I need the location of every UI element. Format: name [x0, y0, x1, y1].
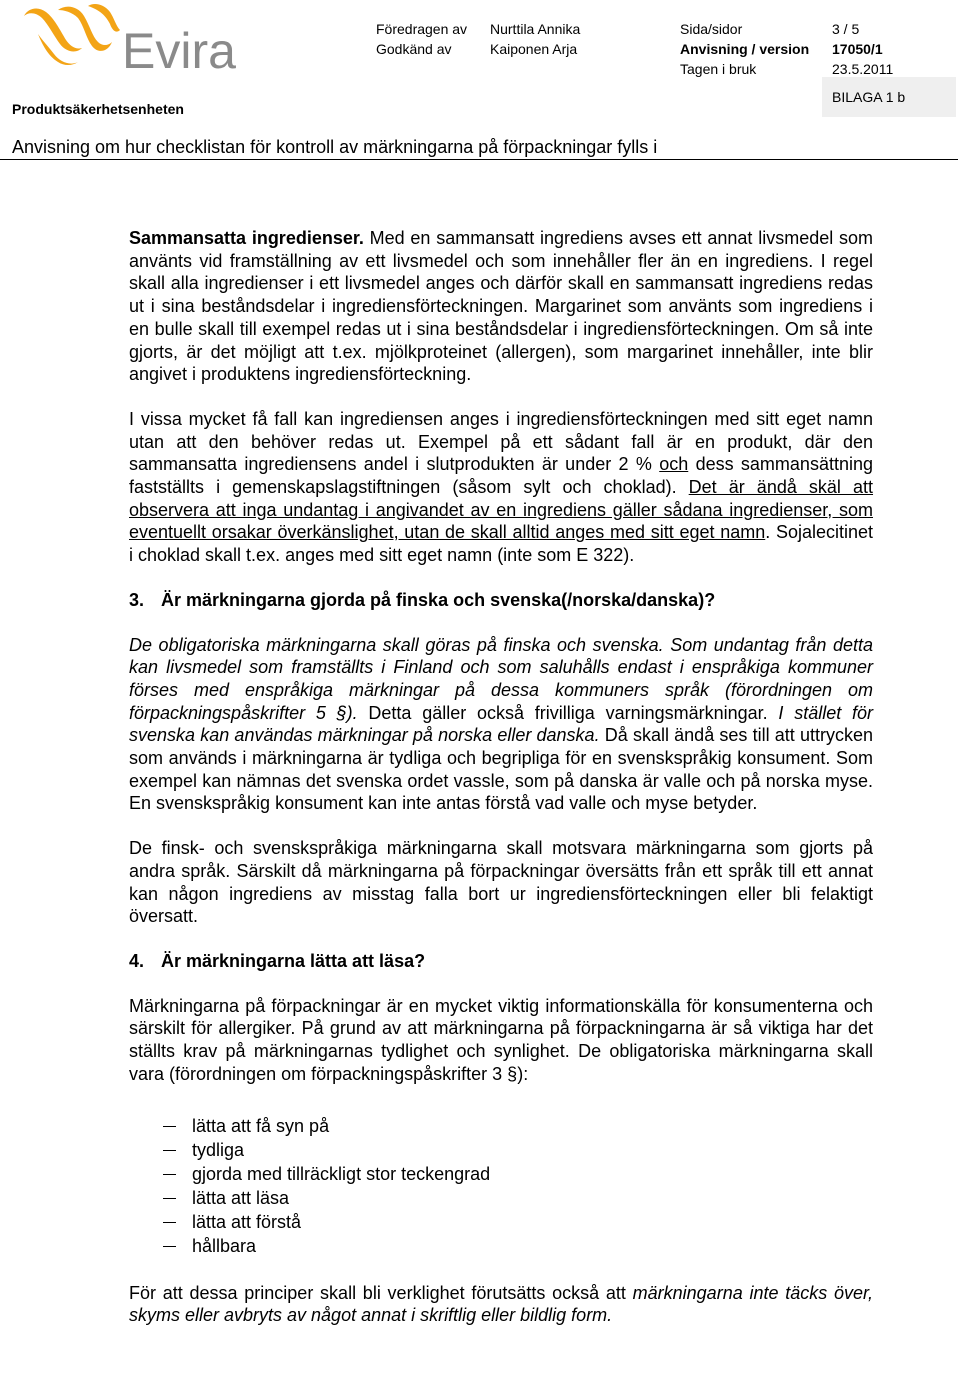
list-item: tydliga [129, 1138, 873, 1162]
page-label: Sida/sidor [680, 21, 743, 37]
paragraph-languages: De obligatoriska märkningarna skall göras på finska och svenska. Som undantag från detta kan livsmedel som framställts i Finland och som saluhålls endast i enspråkiga kommuner förses med enspråkiga märkningar på dessa kommuners språk (förordningen om förpackningspåskrifter 5 §). Detta gäller också frivilliga varningsmärkningar. I stället för svenska kan användas märkningar på norska eller danska. Då skall ändå ses till att uttrycken som används i märkningarna är tydliga och begripliga för en svenskspråkig konsument. Som exempel kan nämnas det svenska ordet vassle, som på danska är valle och på norska myse. En svenskspråkig konsument kan inte antas förstå vad valle och myse betyder. [129, 634, 874, 814]
list-item: lätta att få syn på [129, 1114, 873, 1138]
paragraph-composite-ingredients: Sammansatta ingredienser. Med en sammansatt ingrediens avses ett annat livsmedel som använts vid framställning av ett livsmedel och som innehåller fler än en ingrediens. I regel skall alla ingredienser i ett livsmedel anges och därför skall en sammansatt ingrediens redas ut i sina beståndsdelar i ingrediensförteckningen. Margarinet som använts som ingrediens i en bulle skall till exempel redas ut i sina beståndsdelar i ingrediensförteckningen. Om så inte gjorts, är det möjligt att t.ex. mjölkproteinet (allergen), som margarinet innehåller, inte blir angivet i produktens ingrediensförteckning. [129, 228, 873, 385]
document-body [129, 227, 873, 1327]
list-item: hållbara [129, 1234, 873, 1258]
evira-logo [18, 4, 258, 74]
unit-name: Produktsäkerhetsenheten [12, 101, 184, 117]
logo-text: Evira [122, 23, 236, 74]
presented-by-value: Nurttila Annika [490, 21, 581, 37]
attachment-badge: BILAGA 1 b [822, 77, 956, 117]
presented-by-label: Föredragen av [376, 21, 468, 37]
approved-by-value: Kaiponen Arja [490, 41, 578, 57]
list-item: lätta att läsa [129, 1186, 873, 1210]
paragraph-closing: För att dessa principer skall bli verklighet förutsätts också att märkningarna inte täcks över, skyms eller avbryts av något annat i skriftlig eller bildlig form. [129, 1282, 874, 1326]
in-use-value: 23.5.2011 [832, 61, 894, 77]
paragraph-lead: Sammansatta ingredienser. [129, 228, 364, 248]
paragraph-translations: De finsk- och svenskspråkiga märkningarna skall motsvara märkningarna som gjorts på andra språk. Särskilt då märkningarna på förpackningar översätts från ett språk till ett annat kan någon ingrediens av misstag falla bort ur ingrediensförteckningen eller bli felaktigt översatt. [129, 838, 873, 927]
requirements-list [129, 1114, 873, 1258]
section-heading-3: 3. Är märkningarna gjorda på finska och svenska(/norska/danska)? [129, 589, 716, 610]
instruction-label: Anvisning / version [680, 41, 810, 57]
instruction-value: 17050/1 [832, 41, 883, 57]
in-use-label: Tagen i bruk [680, 61, 757, 77]
paragraph-exceptions: I vissa mycket få fall kan ingrediensen anges i ingrediensförteckningen med sitt eget namn utan att den behöver redas ut. Exempel på ett sådant fall är en produkt, där den sammansatta ingrediensens andel i slutprodukten är under 2 % och dess sammansättning fastställts i gemenskapslagstiftningen (såsom sylt och choklad). Det är ändå skäl att observera att inga undantag i angivandet av en ingrediens gäller sådana ingredienser, som eventuellt orsakar överkänslighet, utan de skall alltid anges med sitt eget namn. Sojalecitinet i choklad skall t.ex. anges med sitt eget namn (inte som E 322). [129, 408, 874, 566]
document-title: Anvisning om hur checklistan för kontroll av märkningarna på förpackningar fylls i [12, 137, 658, 157]
list-item: lätta att förstå [129, 1210, 873, 1234]
list-item: gjorda med tillräckligt stor teckengrad [129, 1162, 873, 1186]
page-value: 3 / 5 [832, 21, 860, 37]
paragraph-readability: Märkningarna på förpackningar är en mycket viktig informationskälla för konsumenterna och särskilt för allergiker. På grund av att märkningarna på förpackningarna är så viktiga har det ställts krav på märkningarnas tydlighet och synlighet. De obligatoriska märkningarna skall vara (förordningen om förpackningspåskrifter 3 §): [129, 995, 873, 1084]
underlined-note: Det är ändå skäl att observera att inga undantag i angivandet av en ingrediens gäller sådana ingredienser, som eventuellt orsakar överkänslighet, utan de skall alltid anges med sitt eget namn [129, 477, 874, 543]
wing-icon [24, 4, 120, 65]
header-divider [0, 159, 958, 160]
section-heading-4: 4. Är märkningarna lätta att läsa? [129, 950, 426, 971]
approved-by-label: Godkänd av [376, 41, 452, 57]
